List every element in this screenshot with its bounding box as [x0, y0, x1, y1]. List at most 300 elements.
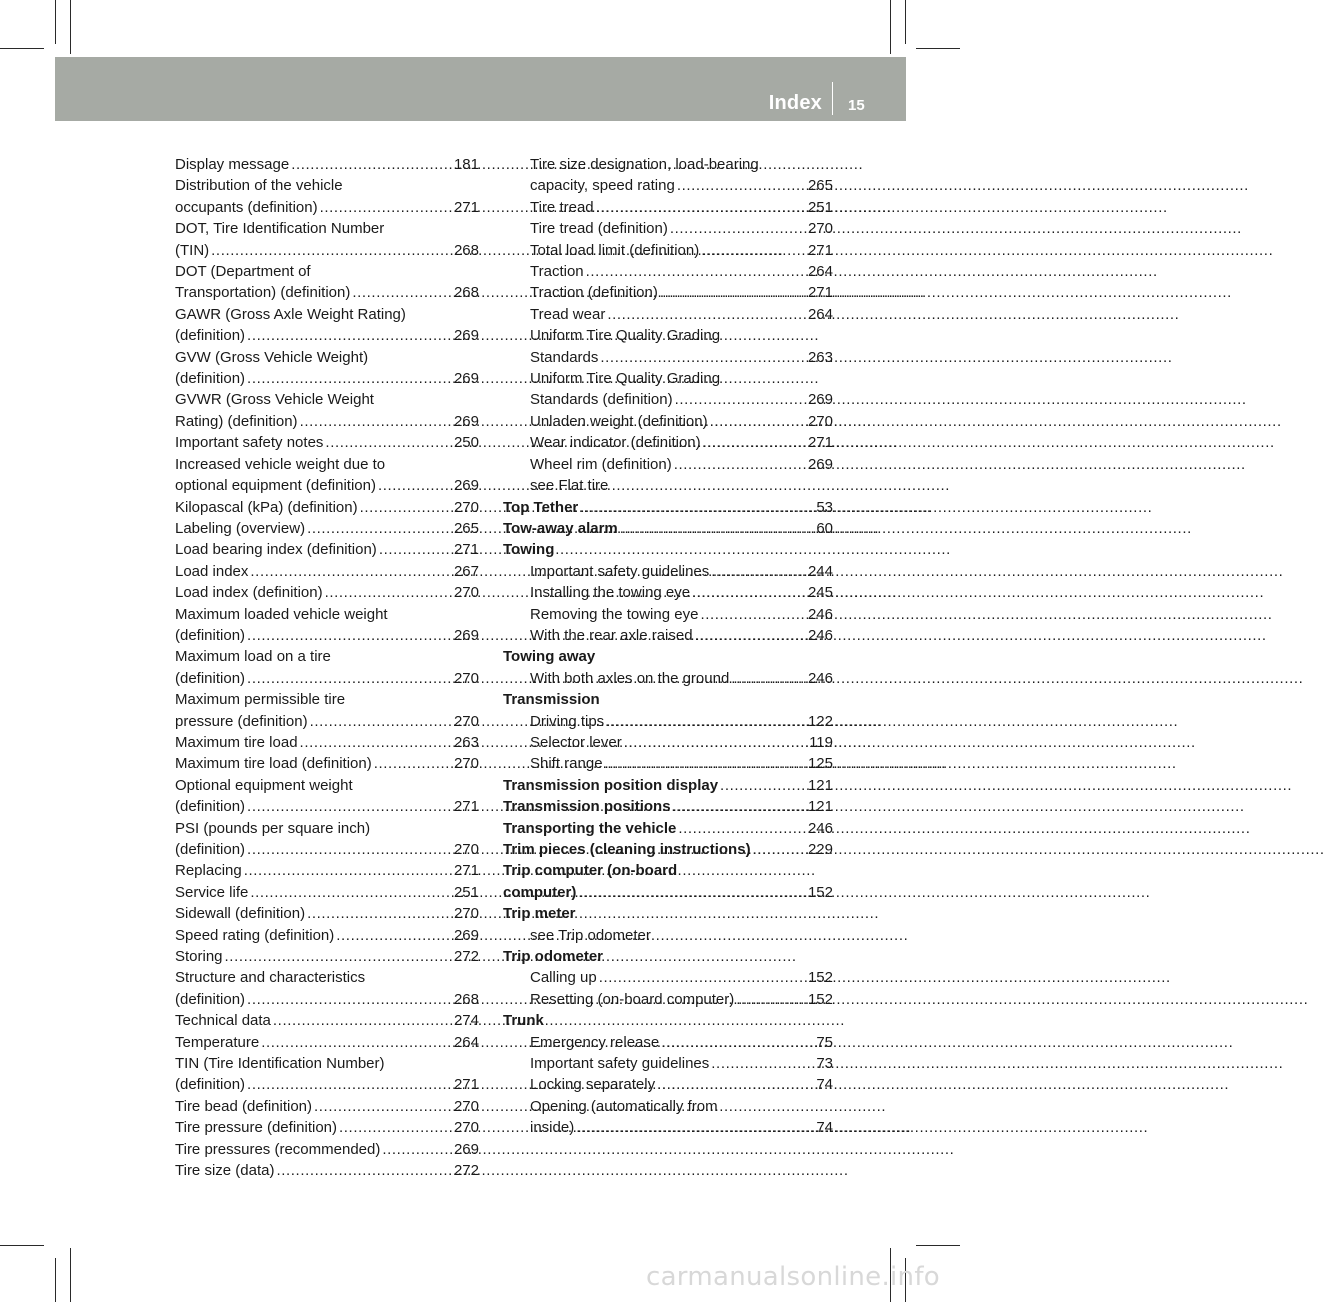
- index-entry: [503, 497, 833, 518]
- index-entry-page: 250: [453, 434, 479, 452]
- index-entry: [175, 368, 479, 389]
- index-entry-label: Calling up: [530, 969, 597, 987]
- index-entry-page: 269: [453, 1140, 479, 1158]
- index-entry: [503, 668, 833, 689]
- index-entry-label: (definition): [175, 1076, 246, 1094]
- index-entry: Trip odometer: [503, 948, 604, 966]
- index-entry: DOT, Tire Identification Number: [175, 220, 385, 238]
- index-entry-label: Technical data: [175, 1012, 271, 1030]
- index-entry-page: 269: [453, 926, 479, 944]
- index-entry-label: Important safety guidelines: [530, 562, 710, 580]
- dot-leader: [671, 796, 806, 817]
- index-entry: [175, 518, 479, 539]
- index-entry-page: 272: [453, 948, 479, 966]
- dot-leader: [751, 839, 806, 860]
- index-entry-label: Traction (definition): [530, 284, 658, 302]
- index-entry: [503, 261, 833, 282]
- index-entry-label: Tire pressure (definition): [175, 1119, 338, 1137]
- dot-leader: [312, 1096, 452, 1117]
- index-entry-label: Transportation) (definition): [175, 284, 351, 302]
- header-divider: [832, 82, 833, 115]
- index-entry: [175, 860, 479, 881]
- index-entry: [175, 475, 479, 496]
- index-entry-label: (definition): [175, 798, 246, 816]
- index-entry: [175, 282, 479, 303]
- index-entry-label: Emergency release: [530, 1033, 660, 1051]
- index-entry: [503, 561, 833, 582]
- index-entry: see Flat tire: [530, 477, 609, 495]
- index-entry-page: 152: [807, 883, 833, 901]
- index-entry-label: Replacing: [175, 862, 242, 880]
- index-entry-label: Tire size (data): [175, 1162, 275, 1180]
- index-entry-page: 270: [807, 412, 833, 430]
- index-entry: [175, 539, 479, 560]
- dot-leader: [350, 282, 452, 303]
- index-entry-label: Tread wear: [530, 305, 606, 323]
- index-entry: [175, 925, 479, 946]
- index-entry-label: optional equipment (definition): [175, 477, 376, 495]
- index-entry: Trip computer (on-board: [503, 862, 678, 880]
- index-entry-label: Sidewall (definition): [175, 905, 306, 923]
- page-title: Index: [768, 92, 822, 114]
- index-entry-label: Temperature: [175, 1033, 260, 1051]
- dot-leader: [709, 561, 806, 582]
- index-entry-page: 269: [453, 477, 479, 495]
- index-entry-label: Locking separately: [530, 1076, 656, 1094]
- crop-mark: [70, 1248, 71, 1302]
- index-entry-label: (definition): [175, 990, 246, 1008]
- index-entry-label: Speed rating (definition): [175, 926, 335, 944]
- index-entry: [503, 454, 833, 475]
- index-entry: [503, 732, 833, 753]
- index-entry-label: Standards: [530, 348, 599, 366]
- index-entry-page: 271: [453, 862, 479, 880]
- index-entry-label: Maximum tire load (definition): [175, 755, 372, 773]
- index-entry-page: 60: [816, 519, 833, 537]
- index-entry-label: Display message: [175, 156, 290, 173]
- index-entry-page: 270: [807, 220, 833, 238]
- index-entry-page: 75: [816, 1033, 833, 1051]
- dot-leader: [308, 711, 452, 732]
- dot-leader: [734, 989, 806, 1010]
- dot-leader: [245, 625, 452, 646]
- index-entry-page: 121: [807, 798, 833, 816]
- index-entry: [175, 668, 479, 689]
- dot-leader: [622, 732, 807, 753]
- index-entry: [175, 497, 479, 518]
- index-entry-page: 270: [453, 841, 479, 858]
- index-entry-page: 271: [453, 1076, 479, 1094]
- index-entry-label: (definition): [175, 669, 246, 687]
- dot-leader: [668, 218, 806, 239]
- dot-leader: [305, 903, 452, 924]
- index-entry-label: Tow-away alarm: [503, 519, 618, 537]
- crop-mark: [890, 0, 891, 54]
- index-entry-page: 270: [453, 712, 479, 730]
- index-entry: [503, 818, 833, 839]
- index-entry: [503, 197, 833, 218]
- dot-leader: [223, 946, 452, 967]
- dot-leader: [248, 882, 452, 903]
- dot-leader: [618, 518, 815, 539]
- dot-leader: [576, 882, 806, 903]
- index-entry: [175, 989, 479, 1010]
- index-entry: GAWR (Gross Axle Weight Rating): [175, 305, 406, 323]
- dot-leader: [323, 582, 452, 603]
- index-entry-label: Rating) (definition): [175, 412, 298, 430]
- index-entry: [503, 1053, 833, 1074]
- dot-leader: [655, 1074, 814, 1095]
- page-number: 15: [848, 97, 865, 114]
- index-entry-label: Wheel rim (definition): [530, 455, 672, 473]
- index-entry-page: 264: [453, 1033, 479, 1051]
- index-entry: Uniform Tire Quality Grading: [530, 370, 721, 388]
- dot-leader: [676, 818, 806, 839]
- dot-leader: [701, 432, 806, 453]
- index-entry: Transmission: [503, 691, 600, 709]
- index-entry-page: 271: [453, 198, 479, 216]
- index-entry-label: Kilopascal (kPa) (definition): [175, 498, 358, 516]
- index-entry: [503, 389, 833, 410]
- crop-mark: [916, 48, 960, 49]
- dot-leader: [718, 775, 806, 796]
- index-entry: Structure and characteristics: [175, 969, 366, 987]
- index-entry: [175, 1074, 479, 1095]
- index-entry: [175, 796, 479, 817]
- index-entry-label: (definition): [175, 370, 246, 388]
- watermark: carmanualsonline.info: [645, 1262, 940, 1292]
- index-entry: Tire size designation, load-bearing: [530, 156, 759, 173]
- index-entry-label: Tire pressures (recommended): [175, 1140, 381, 1158]
- index-entry-label: Service life: [175, 883, 249, 901]
- index-entry: [175, 882, 479, 903]
- index-entry: [503, 1032, 833, 1053]
- index-entry: [175, 1032, 479, 1053]
- index-entry-label: Load index: [175, 562, 249, 580]
- dot-leader: [603, 753, 806, 774]
- index-entry-label: Unladen weight (definition): [530, 412, 708, 430]
- index-column-left: [175, 154, 479, 1182]
- dot-leader: [323, 432, 452, 453]
- index-entry: DOT (Department of: [175, 263, 311, 281]
- index-entry: [503, 240, 833, 261]
- index-entry-label: computer): [503, 883, 577, 901]
- index-entry-label: Transporting the vehicle: [503, 819, 677, 837]
- index-entry-page: 244: [807, 562, 833, 580]
- index-entry-label: Shift range: [530, 755, 603, 773]
- crop-mark: [916, 1245, 960, 1246]
- dot-leader: [245, 325, 452, 346]
- dot-leader: [376, 475, 452, 496]
- index-entry-page: 270: [453, 498, 479, 516]
- dot-leader: [594, 197, 806, 218]
- index-entry-page: 264: [807, 263, 833, 281]
- index-entry-label: Important safety notes: [175, 434, 324, 452]
- index-column-right: [503, 154, 833, 1139]
- index-entry: [503, 604, 833, 625]
- index-entry-label: Tire tread: [530, 198, 594, 216]
- index-entry-page: 246: [807, 626, 833, 644]
- dot-leader: [708, 411, 806, 432]
- dot-leader: [245, 1074, 452, 1095]
- dot-leader: [693, 625, 806, 646]
- index-entry-label: Removing the towing eye: [530, 605, 699, 623]
- dot-leader: [675, 175, 806, 196]
- dot-leader: [604, 711, 806, 732]
- index-entry: Optional equipment weight: [175, 776, 353, 794]
- dot-leader: [574, 1117, 814, 1138]
- index-entry: [175, 240, 479, 261]
- index-entry-label: capacity, speed rating: [530, 177, 675, 195]
- index-entry-label: (definition): [175, 841, 246, 858]
- index-entry-page: 265: [807, 177, 833, 195]
- index-entry-page: 246: [807, 819, 833, 837]
- index-entry: [175, 197, 479, 218]
- index-entry: [175, 154, 479, 175]
- index-entry: [175, 325, 479, 346]
- index-entry: Trunk: [503, 1012, 544, 1030]
- index-entry-page: 74: [816, 1119, 833, 1137]
- dot-leader: [673, 389, 806, 410]
- index-entry-page: 53: [816, 498, 833, 516]
- index-entry-page: 270: [453, 584, 479, 602]
- index-entry-label: occupants (definition): [175, 198, 318, 216]
- index-entry-page: 269: [453, 412, 479, 430]
- index-entry-page: 119: [809, 733, 833, 751]
- index-entry: [175, 903, 479, 924]
- index-entry-label: Trim pieces (cleaning instructions): [503, 841, 751, 858]
- index-entry: [503, 432, 833, 453]
- dot-leader: [698, 604, 806, 625]
- index-entry: Increased vehicle weight due to: [175, 455, 386, 473]
- dot-leader: [248, 561, 452, 582]
- index-entry: [503, 218, 833, 239]
- index-entry: [175, 711, 479, 732]
- index-entry-page: 74: [816, 1076, 833, 1094]
- index-entry-label: Driving tips: [530, 712, 605, 730]
- index-entry-label: Selector lever: [530, 733, 622, 751]
- crop-mark: [70, 0, 71, 54]
- index-entry-label: Important safety guidelines: [530, 1055, 710, 1073]
- index-entry-label: Top Tether: [503, 498, 579, 516]
- index-entry-page: 251: [453, 883, 479, 901]
- dot-leader: [709, 1053, 814, 1074]
- index-entry-page: 263: [453, 733, 479, 751]
- index-entry-label: Transmission position display: [503, 776, 719, 794]
- index-entry-page: 269: [807, 455, 833, 473]
- index-entry-page: 270: [453, 905, 479, 923]
- dot-leader: [337, 1117, 452, 1138]
- index-entry-label: Traction: [530, 263, 584, 281]
- index-entry: [175, 839, 479, 860]
- index-entry: [503, 796, 833, 817]
- index-entry: [503, 625, 833, 646]
- index-entry-label: Wear indicator (definition): [530, 434, 701, 452]
- index-entry-label: (definition): [175, 327, 246, 345]
- dot-leader: [245, 989, 452, 1010]
- index-entry-label: pressure (definition): [175, 712, 308, 730]
- dot-leader: [358, 497, 452, 518]
- index-entry-page: 263: [807, 348, 833, 366]
- index-entry: [503, 1117, 833, 1138]
- dot-leader: [658, 282, 806, 303]
- dot-leader: [605, 304, 806, 325]
- index-entry: [175, 1139, 479, 1160]
- index-entry: [175, 1117, 479, 1138]
- dot-leader: [305, 518, 452, 539]
- crop-mark: [0, 48, 44, 49]
- dot-leader: [334, 925, 452, 946]
- index-entry: Maximum loaded vehicle weight: [175, 605, 388, 623]
- index-entry: [503, 753, 833, 774]
- index-entry: [503, 411, 833, 432]
- dot-leader: [699, 240, 806, 261]
- index-entry: [503, 775, 833, 796]
- index-entry-label: With both axles on the ground: [530, 669, 730, 687]
- index-entry: [503, 989, 833, 1010]
- index-entry: [175, 582, 479, 603]
- dot-leader: [372, 753, 452, 774]
- dot-leader: [209, 240, 452, 261]
- index-entry-label: With the rear axle raised: [530, 626, 693, 644]
- index-entry: [175, 432, 479, 453]
- dot-leader: [729, 668, 806, 689]
- index-entry: [175, 625, 479, 646]
- index-entry-page: 268: [453, 990, 479, 1008]
- index-entry-page: 268: [453, 284, 479, 302]
- dot-leader: [578, 497, 814, 518]
- index-entry-page: 271: [453, 541, 479, 559]
- index-entry-page: 152: [807, 990, 833, 1008]
- index-entry-label: Labeling (overview): [175, 519, 306, 537]
- index-entry-page: 270: [453, 1097, 479, 1115]
- index-entry: Opening (automatically from: [530, 1097, 718, 1115]
- index-entry: Towing: [503, 541, 555, 559]
- dot-leader: [245, 796, 452, 817]
- dot-leader: [245, 368, 452, 389]
- index-entry-page: 269: [453, 626, 479, 644]
- index-entry: GVWR (Gross Vehicle Weight: [175, 391, 374, 409]
- index-entry: see Trip odometer: [530, 926, 651, 944]
- index-entry-label: Standards (definition): [530, 391, 673, 409]
- dot-leader: [318, 197, 452, 218]
- index-entry: [503, 711, 833, 732]
- index-entry: [503, 882, 833, 903]
- index-entry-page: 269: [453, 327, 479, 345]
- index-entry-label: Tire tread (definition): [530, 220, 668, 238]
- index-entry-page: 270: [453, 669, 479, 687]
- index-entry: Trip meter: [503, 905, 576, 923]
- index-entry-page: 264: [807, 305, 833, 323]
- dot-leader: [245, 839, 452, 860]
- index-entry-page: 271: [807, 241, 833, 259]
- index-entry-label: Maximum tire load: [175, 733, 298, 751]
- index-entry-label: inside): [530, 1119, 575, 1137]
- dot-leader: [259, 1032, 452, 1053]
- index-entry-page: 125: [807, 755, 833, 773]
- index-entry-label: Installing the towing eye: [530, 584, 691, 602]
- dot-leader: [274, 1160, 451, 1181]
- index-entry-page: 268: [453, 241, 479, 259]
- index-entry-page: 73: [816, 1055, 833, 1073]
- dot-leader: [597, 967, 806, 988]
- index-entry: Distribution of the vehicle: [175, 177, 343, 195]
- index-entry-page: 271: [807, 284, 833, 302]
- dot-leader: [584, 261, 806, 282]
- index-entry: [503, 839, 833, 860]
- index-entry-page: 265: [453, 519, 479, 537]
- index-entry-label: Transmission positions: [503, 798, 671, 816]
- index-entry: [503, 347, 833, 368]
- index-entry: [503, 304, 833, 325]
- index-entry: Maximum load on a tire: [175, 648, 331, 666]
- index-entry: [175, 732, 479, 753]
- dot-leader: [271, 1010, 452, 1031]
- index-entry: PSI (pounds per square inch): [175, 819, 371, 837]
- index-entry-label: Storing: [175, 948, 223, 966]
- index-entry: Uniform Tire Quality Grading: [530, 327, 721, 345]
- index-entry: [503, 582, 833, 603]
- index-entry-page: 271: [453, 798, 479, 816]
- dot-leader: [245, 668, 452, 689]
- index-entry-page: 246: [807, 605, 833, 623]
- crop-mark: [55, 1258, 56, 1302]
- index-entry-page: 267: [453, 562, 479, 580]
- index-entry-page: 270: [453, 1119, 479, 1137]
- index-entry: [175, 1096, 479, 1117]
- dot-leader: [380, 1139, 452, 1160]
- index-entry-label: Load index (definition): [175, 584, 323, 602]
- index-entry: [503, 282, 833, 303]
- index-entry: [503, 1074, 833, 1095]
- index-entry: TIN (Tire Identification Number): [175, 1055, 385, 1073]
- index-entry-page: 245: [807, 584, 833, 602]
- dot-leader: [377, 539, 452, 560]
- index-entry: [175, 946, 479, 967]
- crop-mark: [905, 0, 906, 44]
- index-entry-page: 274: [453, 1012, 479, 1030]
- index-entry-page: 246: [807, 669, 833, 687]
- dot-leader: [690, 582, 806, 603]
- index-entry: [175, 753, 479, 774]
- index-entry: [175, 411, 479, 432]
- index-entry-page: 152: [807, 969, 833, 987]
- index-entry-page: 272: [453, 1162, 479, 1180]
- index-entry: [175, 1010, 479, 1031]
- index-entry-page: 181: [453, 156, 479, 173]
- dot-leader: [598, 347, 806, 368]
- index-entry: [175, 1160, 479, 1181]
- dot-leader: [289, 154, 452, 175]
- dot-leader: [672, 454, 806, 475]
- index-entry-label: Total load limit (definition): [530, 241, 700, 259]
- index-entry: [503, 518, 833, 539]
- index-entry-page: 251: [807, 198, 833, 216]
- dot-leader: [298, 411, 452, 432]
- index-entry-page: 269: [453, 370, 479, 388]
- dot-leader: [242, 860, 452, 881]
- index-entry: Maximum permissible tire: [175, 691, 346, 709]
- index-entry: [503, 175, 833, 196]
- index-entry-label: Resetting (on-board computer): [530, 990, 735, 1008]
- index-entry-label: (TIN): [175, 241, 210, 259]
- dot-leader: [659, 1032, 814, 1053]
- index-entry-page: 271: [807, 434, 833, 452]
- dot-leader: [298, 732, 452, 753]
- index-entry-label: (definition): [175, 626, 246, 644]
- index-entry: Towing away: [503, 648, 596, 666]
- index-entry-page: 121: [807, 776, 833, 794]
